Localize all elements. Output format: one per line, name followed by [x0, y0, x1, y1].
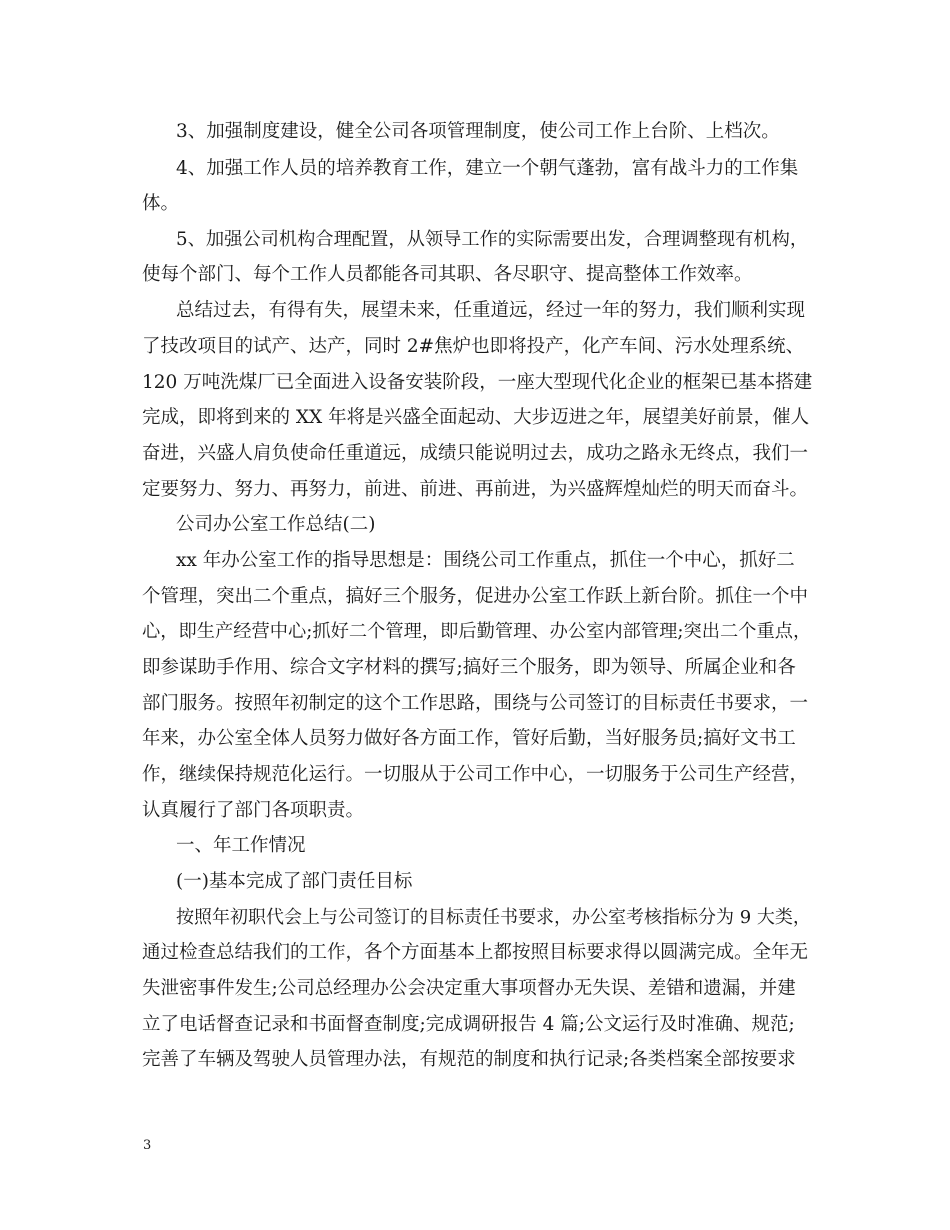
paragraph-line: 5、加强公司机构合理配置，从领导工作的实际需要出发，合理调整现有机构， — [176, 229, 809, 250]
paragraph-line: 失泄密事件发生;公司总经理办公会决定重大事项督办无失误、差错和遗漏，并建 — [142, 978, 796, 999]
paragraph-line: 体。 — [142, 193, 180, 214]
paragraph-line: 定要努力、努力、再努力，前进、前进、再前进，为兴盛辉煌灿烂的明天而奋斗。 — [142, 479, 809, 500]
paragraph-line: 120 万吨洗煤厂已全面进入设备安装阶段，一座大型现代化企业的框架已基本搭建 — [142, 372, 813, 393]
section-heading: 一、年工作情况 — [176, 835, 306, 856]
paragraph-line: 按照年初职代会上与公司签订的目标责任书要求，办公室考核指标分为 9 大类， — [176, 907, 811, 928]
paragraph-line: 总结过去，有得有失，展望未来，任重道远，经过一年的努力，我们顺利实现 — [176, 300, 806, 321]
paragraph-line: 心，即生产经营中心;抓好二个管理，即后勤管理、办公室内部管理;突出二个重点， — [142, 621, 812, 642]
section-heading: 公司办公室工作总结(二) — [176, 514, 376, 535]
subsection-heading: (一)基本完成了部门责任目标 — [176, 871, 413, 892]
paragraph-line: 立了电话督查记录和书面督查制度;完成调研报告 4 篇;公文运行及时准确、规范; — [142, 1014, 795, 1035]
paragraph-line: 通过检查总结我们的工作，各个方面基本上都按照目标要求得以圆满完成。全年无 — [142, 942, 809, 963]
paragraph-line: 奋进，兴盛人肩负使命任重道远，成绩只能说明过去，成功之路永无终点，我们一 — [142, 443, 809, 464]
paragraph-line: 即参谋助手作用、综合文字材料的撰写;搞好三个服务，即为领导、所属企业和各 — [142, 657, 796, 678]
paragraph-line: 部门服务。按照年初制定的这个工作思路，围绕与公司签订的目标责任书要求，一 — [142, 693, 809, 714]
page-number: 3 — [143, 1138, 152, 1153]
paragraph-line: 使每个部门、每个工作人员都能各司其职、各尽职守、提高整体工作效率。 — [142, 264, 753, 285]
paragraph-line: 作，继续保持规范化运行。一切服从于公司工作中心，一切服务于公司生产经营， — [142, 764, 809, 785]
paragraph-line: 完成，即将到来的 XX 年将是兴盛全面起动、大步迈进之年，展望美好前景，催人 — [142, 407, 810, 428]
paragraph-line: 4、加强工作人员的培养教育工作，建立一个朝气蓬勃，富有战斗力的工作集 — [176, 158, 799, 179]
paragraph-line: 年来，办公室全体人员努力做好各方面工作，管好后勤，当好服务员;搞好文书工 — [142, 728, 796, 749]
paragraph-line: 完善了车辆及驾驶人员管理办法，有规范的制度和执行记录;各类档案全部按要求 — [142, 1049, 796, 1070]
paragraph-line: xx 年办公室工作的指导思想是：围绕公司工作重点，抓住一个中心，抓好二 — [176, 550, 795, 571]
paragraph-line: 个管理，突出二个重点，搞好三个服务，促进办公室工作跃上新台阶。抓住一个中 — [142, 586, 809, 607]
paragraph-line: 认真履行了部门各项职责。 — [142, 800, 365, 821]
paragraph-line: 了技改项目的试产、达产，同时 2#焦炉也即将投产，化产车间、污水处理系统、 — [142, 336, 805, 357]
paragraph-line: 3、加强制度建设，健全公司各项管理制度，使公司工作上台阶、上档次。 — [176, 121, 780, 142]
